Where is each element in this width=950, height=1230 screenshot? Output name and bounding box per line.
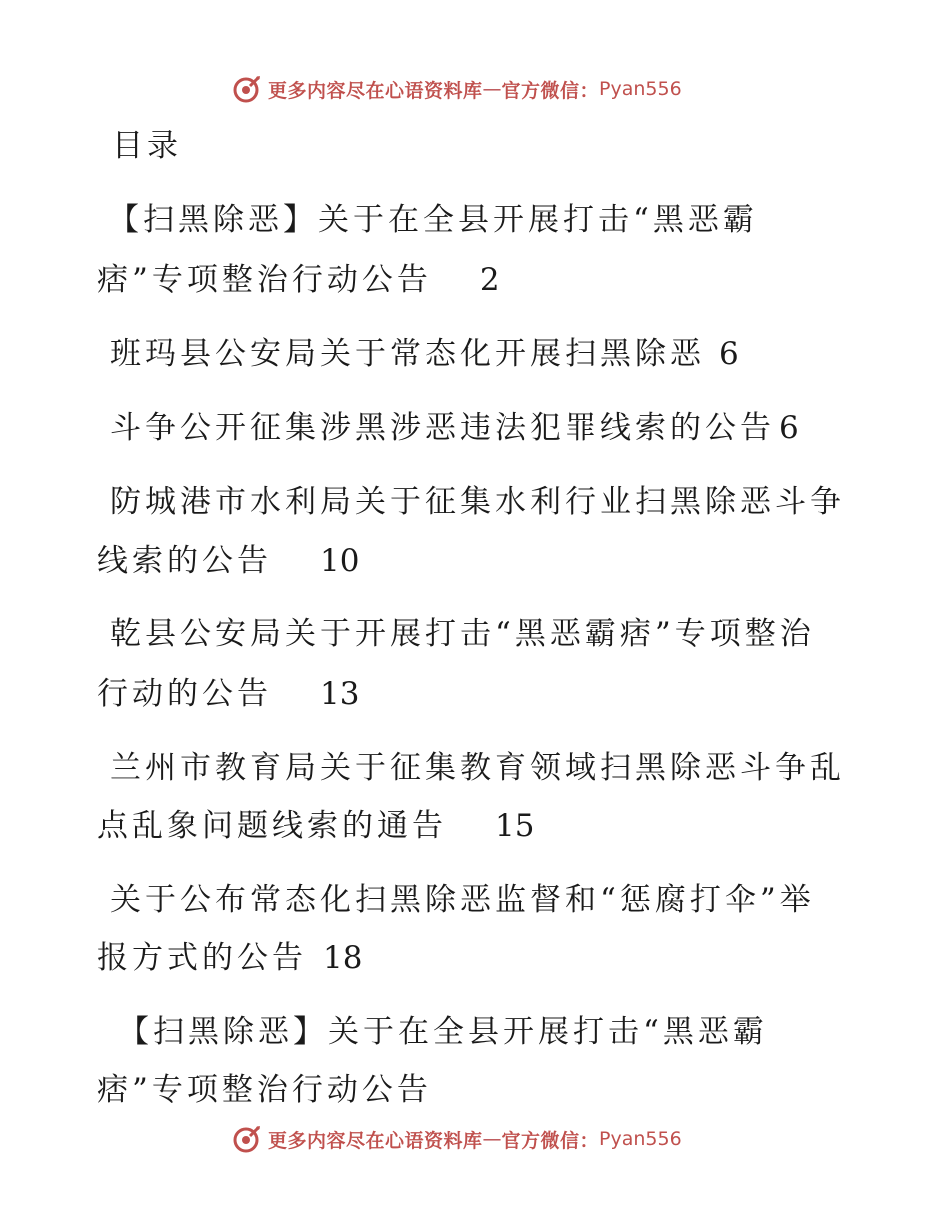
toc-entry-2[interactable] — [110, 336, 739, 372]
toc-entry-4-line-2[interactable] — [97, 543, 359, 579]
watermark-footer — [232, 1124, 682, 1154]
watermark-separator: — — [482, 1128, 502, 1150]
toc-entry-1-line-1[interactable]: 【扫黑除恶】关于在全县开展打击“黑恶霸 — [108, 202, 758, 238]
toc-entry-7-line-1[interactable]: 关于公布常态化扫黑除恶监督和“惩腐打伞”举 — [110, 882, 815, 918]
toc-entry-5-line-1[interactable]: 乾县公安局关于开展打击“黑恶霸痞”专项整治 — [110, 616, 815, 652]
watermark-suffix: 官方微信： — [501, 79, 600, 102]
toc-entry-4-text: 线索的公告 — [97, 543, 272, 579]
toc-entry-2-page: 6 — [719, 336, 739, 372]
watermark-text: 更多内容尽在心语资料库 — [268, 1129, 483, 1152]
toc-entry-7-page: 18 — [323, 940, 363, 976]
toc-entry-1-text: 痞”专项整治行动公告 — [97, 262, 432, 298]
toc-entry-6-line-2[interactable] — [97, 808, 534, 844]
toc-entry-5-line-2[interactable] — [97, 676, 359, 712]
watermark-suffix: 官方微信： — [501, 1129, 600, 1152]
toc-entry-3-page: 6 — [779, 410, 799, 446]
toc-entry-1-line-2[interactable] — [97, 262, 500, 298]
toc-entry-3-text: 斗争公开征集涉黑涉恶违法犯罪线索的公告 — [110, 410, 775, 446]
watermark-header — [232, 74, 682, 104]
watermark-account: Pyan556 — [599, 1128, 682, 1150]
toc-title: 目录 — [112, 128, 182, 164]
section-heading-line-2: 痞”专项整治行动公告 — [97, 1072, 432, 1108]
toc-entry-7-line-2[interactable] — [97, 940, 362, 976]
toc-entry-6-text: 点乱象问题线索的通告 — [97, 808, 447, 844]
toc-entry-4-line-1[interactable]: 防城港市水利局关于征集水利行业扫黑除恶斗争 — [110, 484, 845, 520]
toc-entry-7-text: 报方式的公告 — [97, 940, 307, 976]
toc-entry-3[interactable] — [110, 410, 799, 446]
toc-entry-2-text: 班玛县公安局关于常态化开展扫黑除恶 — [110, 336, 705, 372]
toc-entry-5-page: 13 — [320, 676, 360, 712]
watermark-account: Pyan556 — [599, 78, 682, 100]
brand-logo-icon — [232, 1124, 262, 1154]
toc-entry-5-text: 行动的公告 — [97, 676, 272, 712]
section-heading-line-1: 【扫黑除恶】关于在全县开展打击“黑恶霸 — [118, 1014, 768, 1050]
brand-logo-icon — [232, 74, 262, 104]
watermark-separator: — — [482, 78, 502, 100]
toc-entry-6-page: 15 — [495, 808, 535, 844]
toc-entry-4-page: 10 — [320, 543, 360, 579]
toc-entry-1-page: 2 — [479, 262, 500, 298]
watermark-text: 更多内容尽在心语资料库 — [268, 79, 483, 102]
toc-entry-6-line-1[interactable]: 兰州市教育局关于征集教育领域扫黑除恶斗争乱 — [110, 750, 845, 786]
